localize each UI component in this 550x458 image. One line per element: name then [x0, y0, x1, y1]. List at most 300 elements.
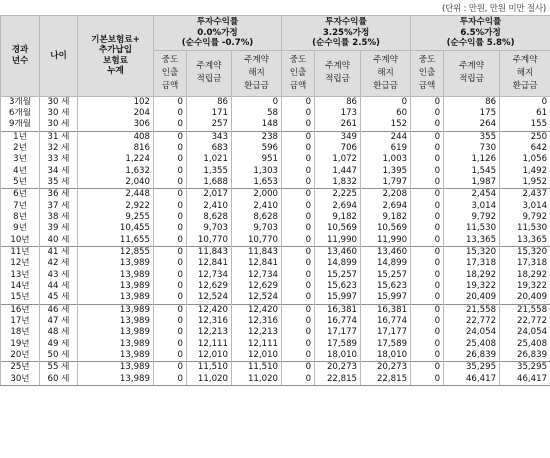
cell-reserve: 22,772: [444, 316, 500, 327]
table-row: [1, 304, 550, 316]
cell-surrender: 58: [232, 108, 282, 119]
cell-surrender: 2,437: [500, 189, 550, 201]
cell-mid-withdrawal: 0: [154, 270, 187, 281]
cell-surrender: 15,623: [361, 281, 411, 292]
cell-reserve: 12,629: [187, 281, 232, 292]
cell-reserve: 706: [315, 143, 361, 154]
cell-age: 30 세: [40, 119, 78, 131]
cell-mid-withdrawal: 0: [154, 189, 187, 201]
cell-reserve: 349: [315, 131, 361, 143]
cell-year: 18년: [1, 327, 40, 338]
cell-surrender: 19,322: [500, 281, 550, 292]
cell-mid-withdrawal: 0: [282, 189, 315, 201]
cell-reserve: 9,703: [187, 223, 232, 234]
table-row: [1, 96, 550, 108]
cell-reserve: 20,273: [315, 362, 361, 374]
header-surrender: 주계약 해지 환급금: [500, 50, 550, 96]
cell-year: 19년: [1, 339, 40, 350]
cell-mid-withdrawal: 0: [282, 201, 315, 212]
cell-surrender: 238: [232, 131, 282, 143]
cell-reserve: 17,318: [444, 258, 500, 269]
cell-age: 30 세: [40, 108, 78, 119]
cell-surrender: 11,990: [361, 235, 411, 247]
cell-reserve: 86: [315, 96, 361, 108]
cell-reserve: 355: [444, 131, 500, 143]
cell-age: 32 세: [40, 143, 78, 154]
cell-reserve: 12,111: [187, 339, 232, 350]
cell-premium-total: 13,989: [78, 270, 154, 281]
cell-reserve: 171: [187, 108, 232, 119]
cell-mid-withdrawal: 0: [154, 119, 187, 131]
table-row: [1, 119, 550, 131]
cell-reserve: 1,447: [315, 166, 361, 177]
cell-reserve: 18,292: [444, 270, 500, 281]
cell-surrender: 13,460: [361, 246, 411, 258]
cell-surrender: 1,797: [361, 177, 411, 189]
cell-age: 33 세: [40, 154, 78, 165]
cell-age: 30 세: [40, 96, 78, 108]
cell-mid-withdrawal: 0: [411, 154, 444, 165]
cell-year: 3개월: [1, 96, 40, 108]
cell-reserve: 1,688: [187, 177, 232, 189]
cell-mid-withdrawal: 0: [154, 246, 187, 258]
cell-age: 43 세: [40, 270, 78, 281]
table-row: [1, 327, 550, 338]
cell-surrender: 951: [232, 154, 282, 165]
cell-surrender: 1,003: [361, 154, 411, 165]
table-row: [1, 177, 550, 189]
cell-mid-withdrawal: 0: [411, 281, 444, 292]
cell-mid-withdrawal: 0: [154, 281, 187, 292]
table-row: [1, 270, 550, 281]
cell-year: 13년: [1, 270, 40, 281]
cell-reserve: 2,694: [315, 201, 361, 212]
header-mid-withdrawal: 중도 인출 금액: [411, 50, 444, 96]
cell-surrender: 2,410: [232, 201, 282, 212]
cell-reserve: 19,322: [444, 281, 500, 292]
cell-premium-total: 2,922: [78, 201, 154, 212]
cell-reserve: 2,454: [444, 189, 500, 201]
cell-reserve: 175: [444, 108, 500, 119]
cell-premium-total: 306: [78, 119, 154, 131]
cell-mid-withdrawal: 0: [282, 119, 315, 131]
cell-surrender: 1,653: [232, 177, 282, 189]
cell-reserve: 2,410: [187, 201, 232, 212]
cell-mid-withdrawal: 0: [154, 96, 187, 108]
cell-age: 40 세: [40, 235, 78, 247]
cell-reserve: 12,734: [187, 270, 232, 281]
cell-age: 46 세: [40, 304, 78, 316]
cell-surrender: 250: [500, 131, 550, 143]
cell-mid-withdrawal: 0: [411, 304, 444, 316]
cell-reserve: 86: [444, 96, 500, 108]
cell-reserve: 15,257: [315, 270, 361, 281]
cell-surrender: 18,010: [361, 350, 411, 362]
cell-reserve: 173: [315, 108, 361, 119]
cell-mid-withdrawal: 0: [282, 177, 315, 189]
cell-year: 9년: [1, 223, 40, 234]
cell-surrender: 1,395: [361, 166, 411, 177]
cell-premium-total: 102: [78, 96, 154, 108]
cell-surrender: 12,010: [232, 350, 282, 362]
cell-age: 36 세: [40, 189, 78, 201]
cell-age: 47 세: [40, 316, 78, 327]
cell-surrender: 11,530: [500, 223, 550, 234]
cell-reserve: 261: [315, 119, 361, 131]
cell-surrender: 1,492: [500, 166, 550, 177]
cell-mid-withdrawal: 0: [411, 362, 444, 374]
cell-mid-withdrawal: 0: [282, 154, 315, 165]
cell-reserve: 24,054: [444, 327, 500, 338]
cell-year: 20년: [1, 350, 40, 362]
table-row: [1, 316, 550, 327]
cell-age: 37 세: [40, 201, 78, 212]
cell-mid-withdrawal: 0: [411, 212, 444, 223]
cell-surrender: 20,409: [500, 292, 550, 304]
cell-year: 15년: [1, 292, 40, 304]
cell-age: 48 세: [40, 327, 78, 338]
cell-mid-withdrawal: 0: [282, 96, 315, 108]
cell-reserve: 343: [187, 131, 232, 143]
cell-mid-withdrawal: 0: [282, 258, 315, 269]
cell-reserve: 17,589: [315, 339, 361, 350]
cell-reserve: 1,072: [315, 154, 361, 165]
cell-surrender: 0: [361, 96, 411, 108]
table-row: [1, 281, 550, 292]
return-table: [0, 15, 550, 386]
header-age: 나이: [40, 16, 78, 97]
cell-reserve: 1,545: [444, 166, 500, 177]
cell-mid-withdrawal: 0: [154, 316, 187, 327]
table-row: [1, 362, 550, 374]
cell-mid-withdrawal: 0: [282, 281, 315, 292]
cell-premium-total: 11,655: [78, 235, 154, 247]
cell-reserve: 11,510: [187, 362, 232, 374]
cell-mid-withdrawal: 0: [411, 201, 444, 212]
cell-surrender: 9,182: [361, 212, 411, 223]
cell-mid-withdrawal: 0: [411, 177, 444, 189]
cell-surrender: 619: [361, 143, 411, 154]
cell-surrender: 17,589: [361, 339, 411, 350]
cell-mid-withdrawal: 0: [411, 108, 444, 119]
cell-mid-withdrawal: 0: [282, 362, 315, 374]
cell-reserve: 17,177: [315, 327, 361, 338]
cell-reserve: 11,020: [187, 374, 232, 386]
cell-mid-withdrawal: 0: [282, 304, 315, 316]
cell-surrender: 12,111: [232, 339, 282, 350]
cell-mid-withdrawal: 0: [154, 108, 187, 119]
cell-mid-withdrawal: 0: [411, 316, 444, 327]
cell-year: 11년: [1, 246, 40, 258]
cell-surrender: 9,703: [232, 223, 282, 234]
cell-mid-withdrawal: 0: [411, 166, 444, 177]
cell-mid-withdrawal: 0: [154, 327, 187, 338]
cell-mid-withdrawal: 0: [411, 327, 444, 338]
cell-mid-withdrawal: 0: [411, 258, 444, 269]
cell-reserve: 8,628: [187, 212, 232, 223]
cell-surrender: 14,899: [361, 258, 411, 269]
cell-surrender: 1,303: [232, 166, 282, 177]
cell-mid-withdrawal: 0: [154, 235, 187, 247]
cell-surrender: 16,774: [361, 316, 411, 327]
cell-age: 44 세: [40, 281, 78, 292]
cell-reserve: 14,899: [315, 258, 361, 269]
cell-reserve: 12,420: [187, 304, 232, 316]
cell-year: 14년: [1, 281, 40, 292]
cell-mid-withdrawal: 0: [282, 166, 315, 177]
cell-mid-withdrawal: 0: [282, 339, 315, 350]
cell-age: 31 세: [40, 131, 78, 143]
cell-reserve: 1,832: [315, 177, 361, 189]
cell-surrender: 15,257: [361, 270, 411, 281]
cell-age: 50 세: [40, 350, 78, 362]
cell-year: 12년: [1, 258, 40, 269]
cell-surrender: 16,381: [361, 304, 411, 316]
cell-age: 41 세: [40, 246, 78, 258]
cell-mid-withdrawal: 0: [154, 223, 187, 234]
header-surrender: 주계약 해지 환급금: [361, 50, 411, 96]
cell-mid-withdrawal: 0: [154, 292, 187, 304]
cell-surrender: 642: [500, 143, 550, 154]
cell-surrender: 10,770: [232, 235, 282, 247]
cell-premium-total: 204: [78, 108, 154, 119]
cell-surrender: 26,839: [500, 350, 550, 362]
cell-surrender: 0: [500, 96, 550, 108]
cell-premium-total: 13,989: [78, 362, 154, 374]
cell-mid-withdrawal: 0: [282, 235, 315, 247]
cell-reserve: 11,843: [187, 246, 232, 258]
cell-reserve: 12,010: [187, 350, 232, 362]
cell-mid-withdrawal: 0: [411, 223, 444, 234]
cell-surrender: 17,177: [361, 327, 411, 338]
cell-surrender: 20,273: [361, 362, 411, 374]
table-row: [1, 189, 550, 201]
cell-premium-total: 13,989: [78, 292, 154, 304]
header-year: 경과 년수: [1, 16, 40, 97]
cell-age: 35 세: [40, 177, 78, 189]
cell-surrender: 61: [500, 108, 550, 119]
header-scenario-1: 투자수익률 0.0%가정 (순수익률 -0.7%): [154, 16, 282, 51]
cell-reserve: 35,295: [444, 362, 500, 374]
cell-reserve: 1,126: [444, 154, 500, 165]
cell-age: 45 세: [40, 292, 78, 304]
cell-surrender: 24,054: [500, 327, 550, 338]
table-row: [1, 235, 550, 247]
cell-premium-total: 816: [78, 143, 154, 154]
cell-surrender: 12,734: [232, 270, 282, 281]
cell-surrender: 244: [361, 131, 411, 143]
cell-reserve: 12,841: [187, 258, 232, 269]
cell-surrender: 0: [232, 96, 282, 108]
cell-surrender: 152: [361, 119, 411, 131]
cell-mid-withdrawal: 0: [411, 96, 444, 108]
cell-surrender: 596: [232, 143, 282, 154]
cell-reserve: 12,316: [187, 316, 232, 327]
cell-age: 42 세: [40, 258, 78, 269]
table-row: [1, 201, 550, 212]
cell-surrender: 1,952: [500, 177, 550, 189]
cell-reserve: 12,524: [187, 292, 232, 304]
table-row: [1, 143, 550, 154]
cell-year: 1년: [1, 131, 40, 143]
cell-age: 60 세: [40, 374, 78, 386]
cell-premium-total: 13,989: [78, 281, 154, 292]
cell-reserve: 86: [187, 96, 232, 108]
cell-mid-withdrawal: 0: [411, 350, 444, 362]
cell-reserve: 10,770: [187, 235, 232, 247]
cell-reserve: 22,815: [315, 374, 361, 386]
cell-age: 39 세: [40, 223, 78, 234]
cell-mid-withdrawal: 0: [154, 304, 187, 316]
cell-mid-withdrawal: 0: [411, 189, 444, 201]
cell-surrender: 2,694: [361, 201, 411, 212]
cell-surrender: 22,815: [361, 374, 411, 386]
unit-note: (단위 : 만원, 만원 미만 절사): [441, 4, 546, 14]
table-header: [1, 16, 550, 97]
cell-reserve: 2,017: [187, 189, 232, 201]
cell-year: 6년: [1, 189, 40, 201]
cell-surrender: 12,629: [232, 281, 282, 292]
cell-surrender: 148: [232, 119, 282, 131]
cell-surrender: 9,792: [500, 212, 550, 223]
cell-mid-withdrawal: 0: [154, 177, 187, 189]
cell-reserve: 20,409: [444, 292, 500, 304]
cell-surrender: 21,558: [500, 304, 550, 316]
cell-surrender: 10,569: [361, 223, 411, 234]
table-row: [1, 223, 550, 234]
cell-surrender: 155: [500, 119, 550, 131]
cell-reserve: 2,225: [315, 189, 361, 201]
cell-reserve: 1,987: [444, 177, 500, 189]
cell-mid-withdrawal: 0: [411, 246, 444, 258]
table-row: [1, 350, 550, 362]
cell-year: 25년: [1, 362, 40, 374]
table-row: [1, 108, 550, 119]
cell-surrender: 3,014: [500, 201, 550, 212]
cell-age: 55 세: [40, 362, 78, 374]
cell-surrender: 12,841: [232, 258, 282, 269]
table-body: [1, 96, 550, 386]
cell-mid-withdrawal: 0: [282, 327, 315, 338]
cell-premium-total: 1,632: [78, 166, 154, 177]
cell-year: 10년: [1, 235, 40, 247]
cell-reserve: 15,997: [315, 292, 361, 304]
cell-surrender: 2,000: [232, 189, 282, 201]
cell-surrender: 25,408: [500, 339, 550, 350]
cell-reserve: 1,355: [187, 166, 232, 177]
cell-mid-withdrawal: 0: [154, 166, 187, 177]
cell-year: 5년: [1, 177, 40, 189]
cell-premium-total: 408: [78, 131, 154, 143]
cell-surrender: 17,318: [500, 258, 550, 269]
cell-reserve: 730: [444, 143, 500, 154]
cell-surrender: 13,365: [500, 235, 550, 247]
cell-mid-withdrawal: 0: [282, 292, 315, 304]
cell-mid-withdrawal: 0: [282, 131, 315, 143]
cell-reserve: 16,381: [315, 304, 361, 316]
cell-age: 38 세: [40, 212, 78, 223]
cell-mid-withdrawal: 0: [282, 270, 315, 281]
cell-reserve: 1,021: [187, 154, 232, 165]
header-premium-total: 기본보험료+ 추가납입 보험료 누계: [78, 16, 154, 97]
cell-premium-total: 12,855: [78, 246, 154, 258]
cell-surrender: 11,843: [232, 246, 282, 258]
header-reserve: 주계약 적립금: [187, 50, 232, 96]
cell-year: 6개월: [1, 108, 40, 119]
cell-mid-withdrawal: 0: [154, 154, 187, 165]
cell-reserve: 15,320: [444, 246, 500, 258]
cell-reserve: 26,839: [444, 350, 500, 362]
cell-premium-total: 10,455: [78, 223, 154, 234]
cell-reserve: 11,990: [315, 235, 361, 247]
cell-mid-withdrawal: 0: [154, 201, 187, 212]
cell-premium-total: 13,989: [78, 350, 154, 362]
cell-premium-total: 13,989: [78, 374, 154, 386]
header-scenario-2: 투자수익률 3.25%가정 (순수익률 2.5%): [282, 16, 411, 51]
cell-reserve: 264: [444, 119, 500, 131]
header-reserve: 주계약 적립금: [444, 50, 500, 96]
cell-mid-withdrawal: 0: [154, 350, 187, 362]
cell-surrender: 12,213: [232, 327, 282, 338]
cell-reserve: 46,417: [444, 374, 500, 386]
cell-reserve: 18,010: [315, 350, 361, 362]
cell-mid-withdrawal: 0: [154, 131, 187, 143]
cell-surrender: 15,320: [500, 246, 550, 258]
cell-mid-withdrawal: 0: [282, 316, 315, 327]
cell-mid-withdrawal: 0: [154, 339, 187, 350]
table-row: [1, 131, 550, 143]
cell-surrender: 18,292: [500, 270, 550, 281]
cell-surrender: 12,316: [232, 316, 282, 327]
cell-mid-withdrawal: 0: [282, 108, 315, 119]
cell-year: 3년: [1, 154, 40, 165]
cell-year: 17년: [1, 316, 40, 327]
cell-reserve: 11,530: [444, 223, 500, 234]
cell-surrender: 22,772: [500, 316, 550, 327]
cell-premium-total: 2,448: [78, 189, 154, 201]
cell-mid-withdrawal: 0: [411, 119, 444, 131]
cell-year: 4년: [1, 166, 40, 177]
cell-mid-withdrawal: 0: [154, 362, 187, 374]
cell-surrender: 2,208: [361, 189, 411, 201]
cell-surrender: 11,020: [232, 374, 282, 386]
cell-mid-withdrawal: 0: [411, 339, 444, 350]
cell-mid-withdrawal: 0: [154, 212, 187, 223]
cell-reserve: 21,558: [444, 304, 500, 316]
header-reserve: 주계약 적립금: [315, 50, 361, 96]
table-row: [1, 246, 550, 258]
table-row: [1, 166, 550, 177]
cell-surrender: 60: [361, 108, 411, 119]
cell-mid-withdrawal: 0: [411, 374, 444, 386]
cell-age: 34 세: [40, 166, 78, 177]
table-row: [1, 212, 550, 223]
cell-mid-withdrawal: 0: [154, 143, 187, 154]
cell-mid-withdrawal: 0: [282, 143, 315, 154]
cell-surrender: 11,510: [232, 362, 282, 374]
table-row: [1, 339, 550, 350]
cell-reserve: 3,014: [444, 201, 500, 212]
cell-mid-withdrawal: 0: [411, 270, 444, 281]
cell-premium-total: 13,989: [78, 339, 154, 350]
cell-mid-withdrawal: 0: [411, 143, 444, 154]
cell-premium-total: 13,989: [78, 327, 154, 338]
cell-mid-withdrawal: 0: [154, 374, 187, 386]
cell-year: 8년: [1, 212, 40, 223]
table-row: [1, 258, 550, 269]
cell-reserve: 16,774: [315, 316, 361, 327]
header-mid-withdrawal: 중도 인출 금액: [154, 50, 187, 96]
